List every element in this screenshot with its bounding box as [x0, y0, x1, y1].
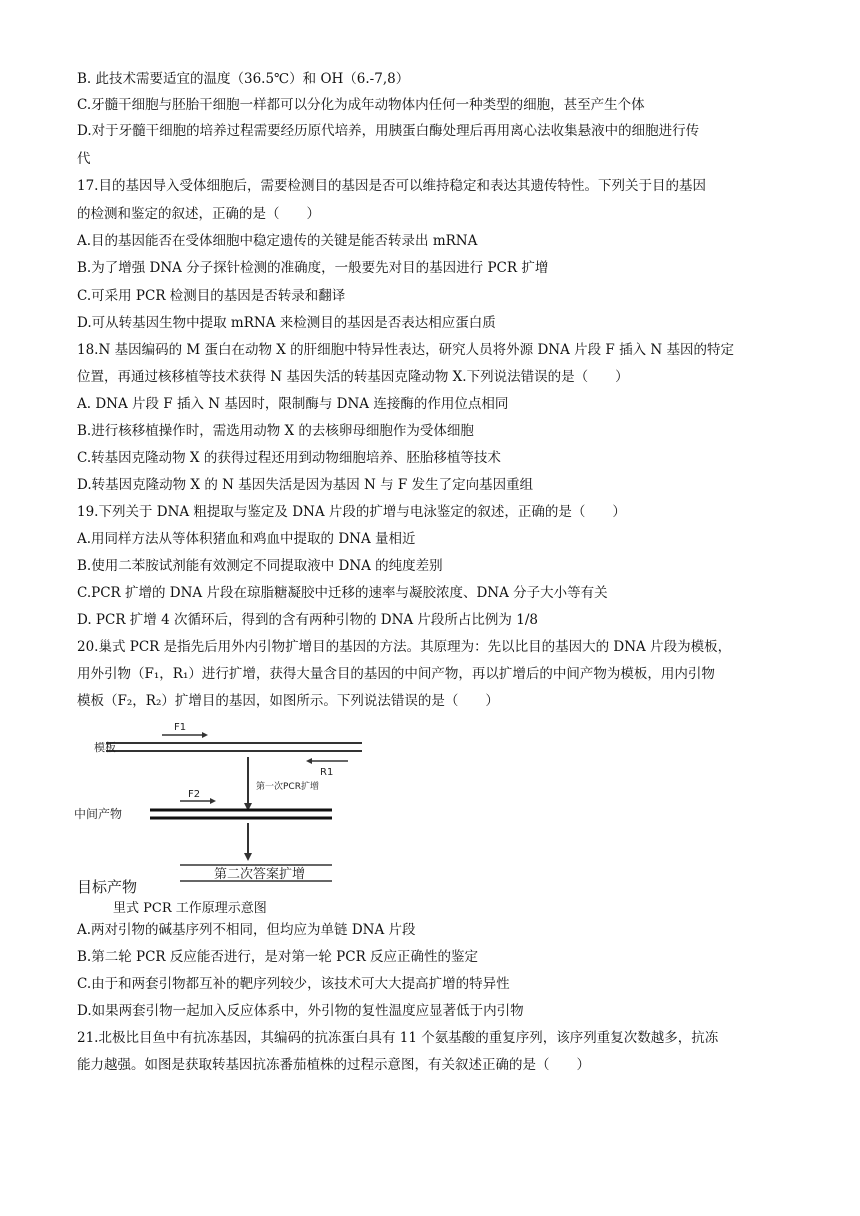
question-20-line1: 20.巢式 PCR 是指先后用外内引物扩增目的基因的方法。其原理为：先以比目的基因大的 DNA 片段为模板，: [77, 639, 732, 655]
option-19d: D. PCR 扩增 4 次循环后，得到的含有两种引物的 DNA 片段所占比例为 1/8: [77, 612, 538, 628]
step2-arrowhead-icon: [244, 853, 252, 861]
question-17-line1: 17.目的基因导入受体细胞后，需要检测目的基因是否可以维持稳定和表达其遗传特性。下列关于目的基因: [77, 178, 706, 194]
option-16c: C.牙髓干细胞与胚胎干细胞一样都可以分化为成年动物体内任何一种类型的细胞，甚至产生个体: [77, 97, 645, 113]
option-18a: A. DNA 片段 F 插入 N 基因时，限制酶与 DNA 连接酶的作用位点相同: [77, 396, 509, 412]
option-16d-line2: 代: [77, 151, 91, 167]
option-17d: D.可从转基因生物中提取 mRNA 来检测目的基因是否表达相应蛋白质: [77, 315, 496, 331]
template-label: 模板: [94, 741, 116, 754]
f2-arrowhead-icon: [210, 798, 216, 804]
option-20b: B.第二轮 PCR 反应能否进行，是对第一轮 PCR 反应正确性的鉴定: [77, 949, 479, 965]
option-19c: C.PCR 扩增的 DNA 片段在琼脂糖凝胶中迁移的速率与凝胶浓度、DNA 分子大小等有关: [77, 585, 608, 601]
question-21-line1: 21.北极比目鱼中有抗冻基因，其编码的抗冻蛋白具有 11 个氨基酸的重复序列，该序列重复次数越多，抗冻: [77, 1030, 719, 1046]
option-16b: B. 此技术需要适宜的温度（36.5℃）和 OH（6.-7,8）: [77, 71, 410, 87]
target-product-label: 目标产物: [77, 878, 138, 896]
question-21-line2: 能力越强。如图是获取转基因抗冻番茄植株的过程示意图，有关叙述正确的是（ ）: [77, 1057, 590, 1073]
step1-label: 第一次PCR扩增: [256, 782, 319, 792]
option-18d: D.转基因克隆动物 X 的 N 基因失活是因为基因 N 与 F 发生了定向基因重组: [77, 477, 534, 493]
option-18b: B.进行核移植操作时，需选用动物 X 的去核卵母细胞作为受体细胞: [77, 423, 474, 439]
question-20-line3: 模板（F₂，R₂）扩增目的基因，如图所示。下列说法错误的是（ ）: [77, 693, 499, 709]
option-19a: A.用同样方法从等体积猪血和鸡血中提取的 DNA 量相近: [77, 531, 416, 547]
question-17-line2: 的检测和鉴定的叙述，正确的是（ ）: [77, 206, 320, 222]
option-20d: D.如果两套引物一起加入反应体系中，外引物的复性温度应显著低于内引物: [77, 1003, 524, 1019]
f1-label: F1: [174, 722, 187, 733]
question-18-line1: 18.N 基因编码的 M 蛋白在动物 X 的肝细胞中特异性表达，研究人员将外源 DNA 片段 F 插入 N 基因的特定: [77, 342, 734, 358]
question-19: 19.下列关于 DNA 粗提取与鉴定及 DNA 片段的扩增与电泳鉴定的叙述，正确的是（ ）: [77, 504, 626, 520]
intermediate-label: 中间产物: [74, 807, 123, 821]
f2-label: F2: [188, 789, 201, 800]
option-20c: C.由于和两套引物都互补的靶序列较少，该技术可大大提高扩增的特异性: [77, 976, 510, 992]
question-20-line2: 用外引物（F₁，R₁）进行扩增，获得大量含目的基因的中间产物，再以扩增后的中间产物为模板，用内引物: [77, 666, 715, 682]
option-18c: C.转基因克隆动物 X 的获得过程还用到动物细胞培养、胚胎移植等技术: [77, 450, 501, 466]
r1-label: R1: [320, 767, 334, 778]
f1-arrowhead-icon: [202, 732, 208, 738]
option-20a: A.两对引物的碱基序列不相同，但均应为单链 DNA 片段: [77, 922, 416, 938]
step2-label: 第二次答案扩增: [214, 867, 306, 882]
option-17a: A.目的基因能否在受体细胞中稳定遗传的关键是能否转录出 mRNA: [77, 233, 478, 249]
question-18-line2: 位置，再通过核移植等技术获得 N 基因失活的转基因克隆动物 X.下列说法错误的是（ ）: [77, 369, 629, 385]
figure-caption: 里式 PCR 工作原理示意图: [113, 901, 267, 916]
option-19b: B.使用二苯胺试剂能有效测定不同提取液中 DNA 的纯度差别: [77, 558, 443, 574]
option-16d-line1: D.对于牙髓干细胞的培养过程需要经历原代培养，用胰蛋白酶处理后再用离心法收集悬液中的细胞进行传: [77, 123, 700, 139]
r1-arrowhead-icon: [306, 758, 312, 764]
option-17b: B.为了增强 DNA 分子探针检测的准确度，一般要先对目的基因进行 PCR 扩增: [77, 260, 549, 276]
option-17c: C.可采用 PCR 检测目的基因是否转录和翻译: [77, 288, 346, 304]
